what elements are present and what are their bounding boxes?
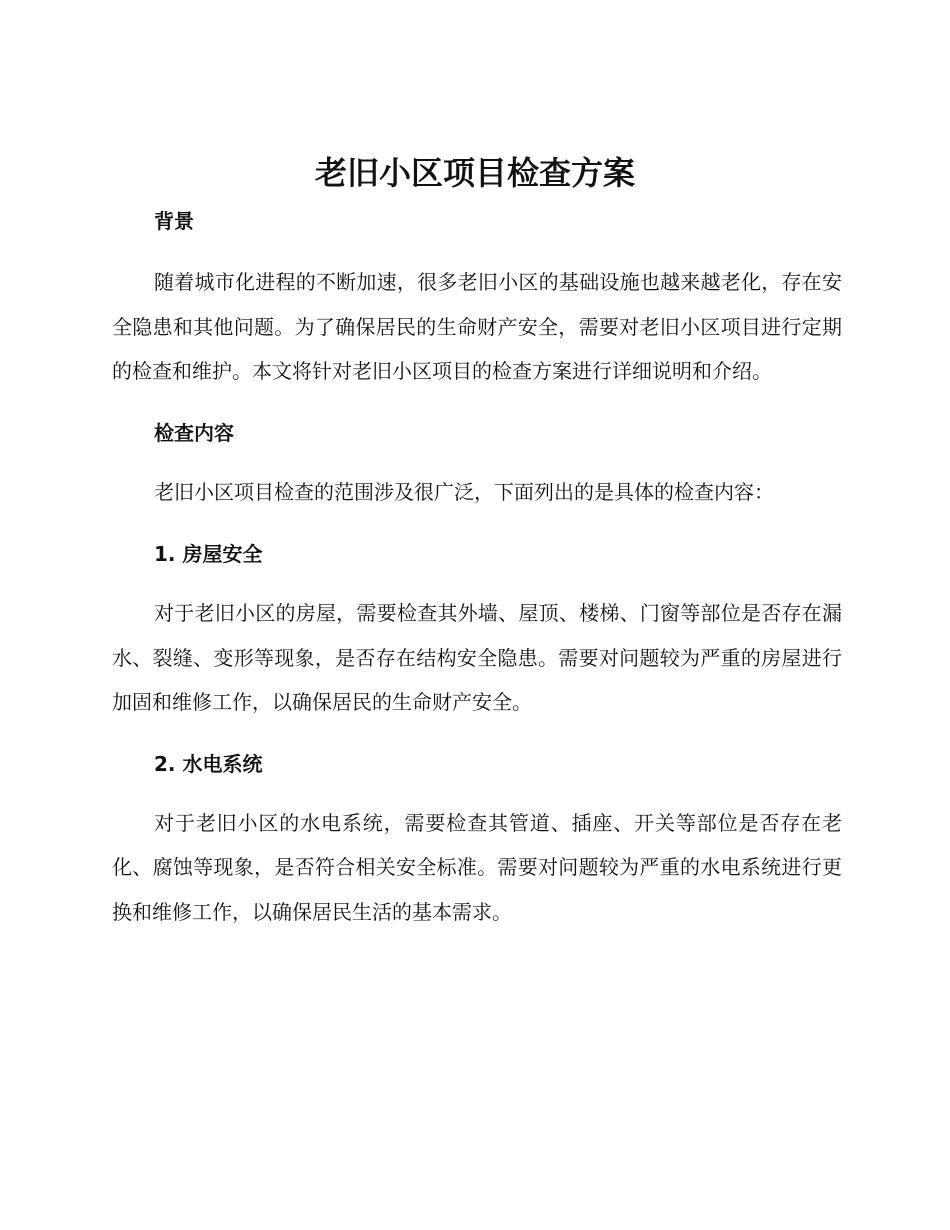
- section-heading-housing-safety: 1. 房屋安全: [154, 542, 263, 566]
- section-paragraph-housing-safety: 对于老旧小区的房屋，需要检查其外墙、屋顶、楼梯、门窗等部位是否存在漏水、裂缝、变形等现象，是否存在结构安全隐患。需要对问题较为严重的房屋进行加固和维修工作，以确保居民的生命财产安全。: [112, 601, 842, 714]
- section-heading-water-electric: 2. 水电系统: [154, 751, 263, 776]
- section-paragraph-water-electric: 对于老旧小区的水电系统，需要检查其管道、插座、开关等部位是否存在老化、腐蚀等现象，是否符合相关安全标准。需要对问题较为严重的水电系统进行更换和维修工作，以确保居民生活的基本需求。: [112, 810, 842, 924]
- section-paragraph-inspection-content: 老旧小区项目检查的范围涉及很广泛，下面列出的是具体的检查内容：: [154, 479, 774, 504]
- section-heading-background: 背景: [154, 209, 194, 233]
- page-title: 老旧小区项目检查方案: [314, 154, 635, 192]
- section-paragraph-background: 随着城市化进程的不断加速，很多老旧小区的基础设施也越来越老化，存在安全隐患和其他问题。为了确保居民的生命财产安全，需要对老旧小区项目进行定期的检查和维护。本文将针对老旧小区项目的检查方案进行详细说明和介绍。: [112, 270, 842, 383]
- document-body: [112, 204, 842, 934]
- section-heading-inspection-content: 检查内容: [154, 420, 234, 445]
